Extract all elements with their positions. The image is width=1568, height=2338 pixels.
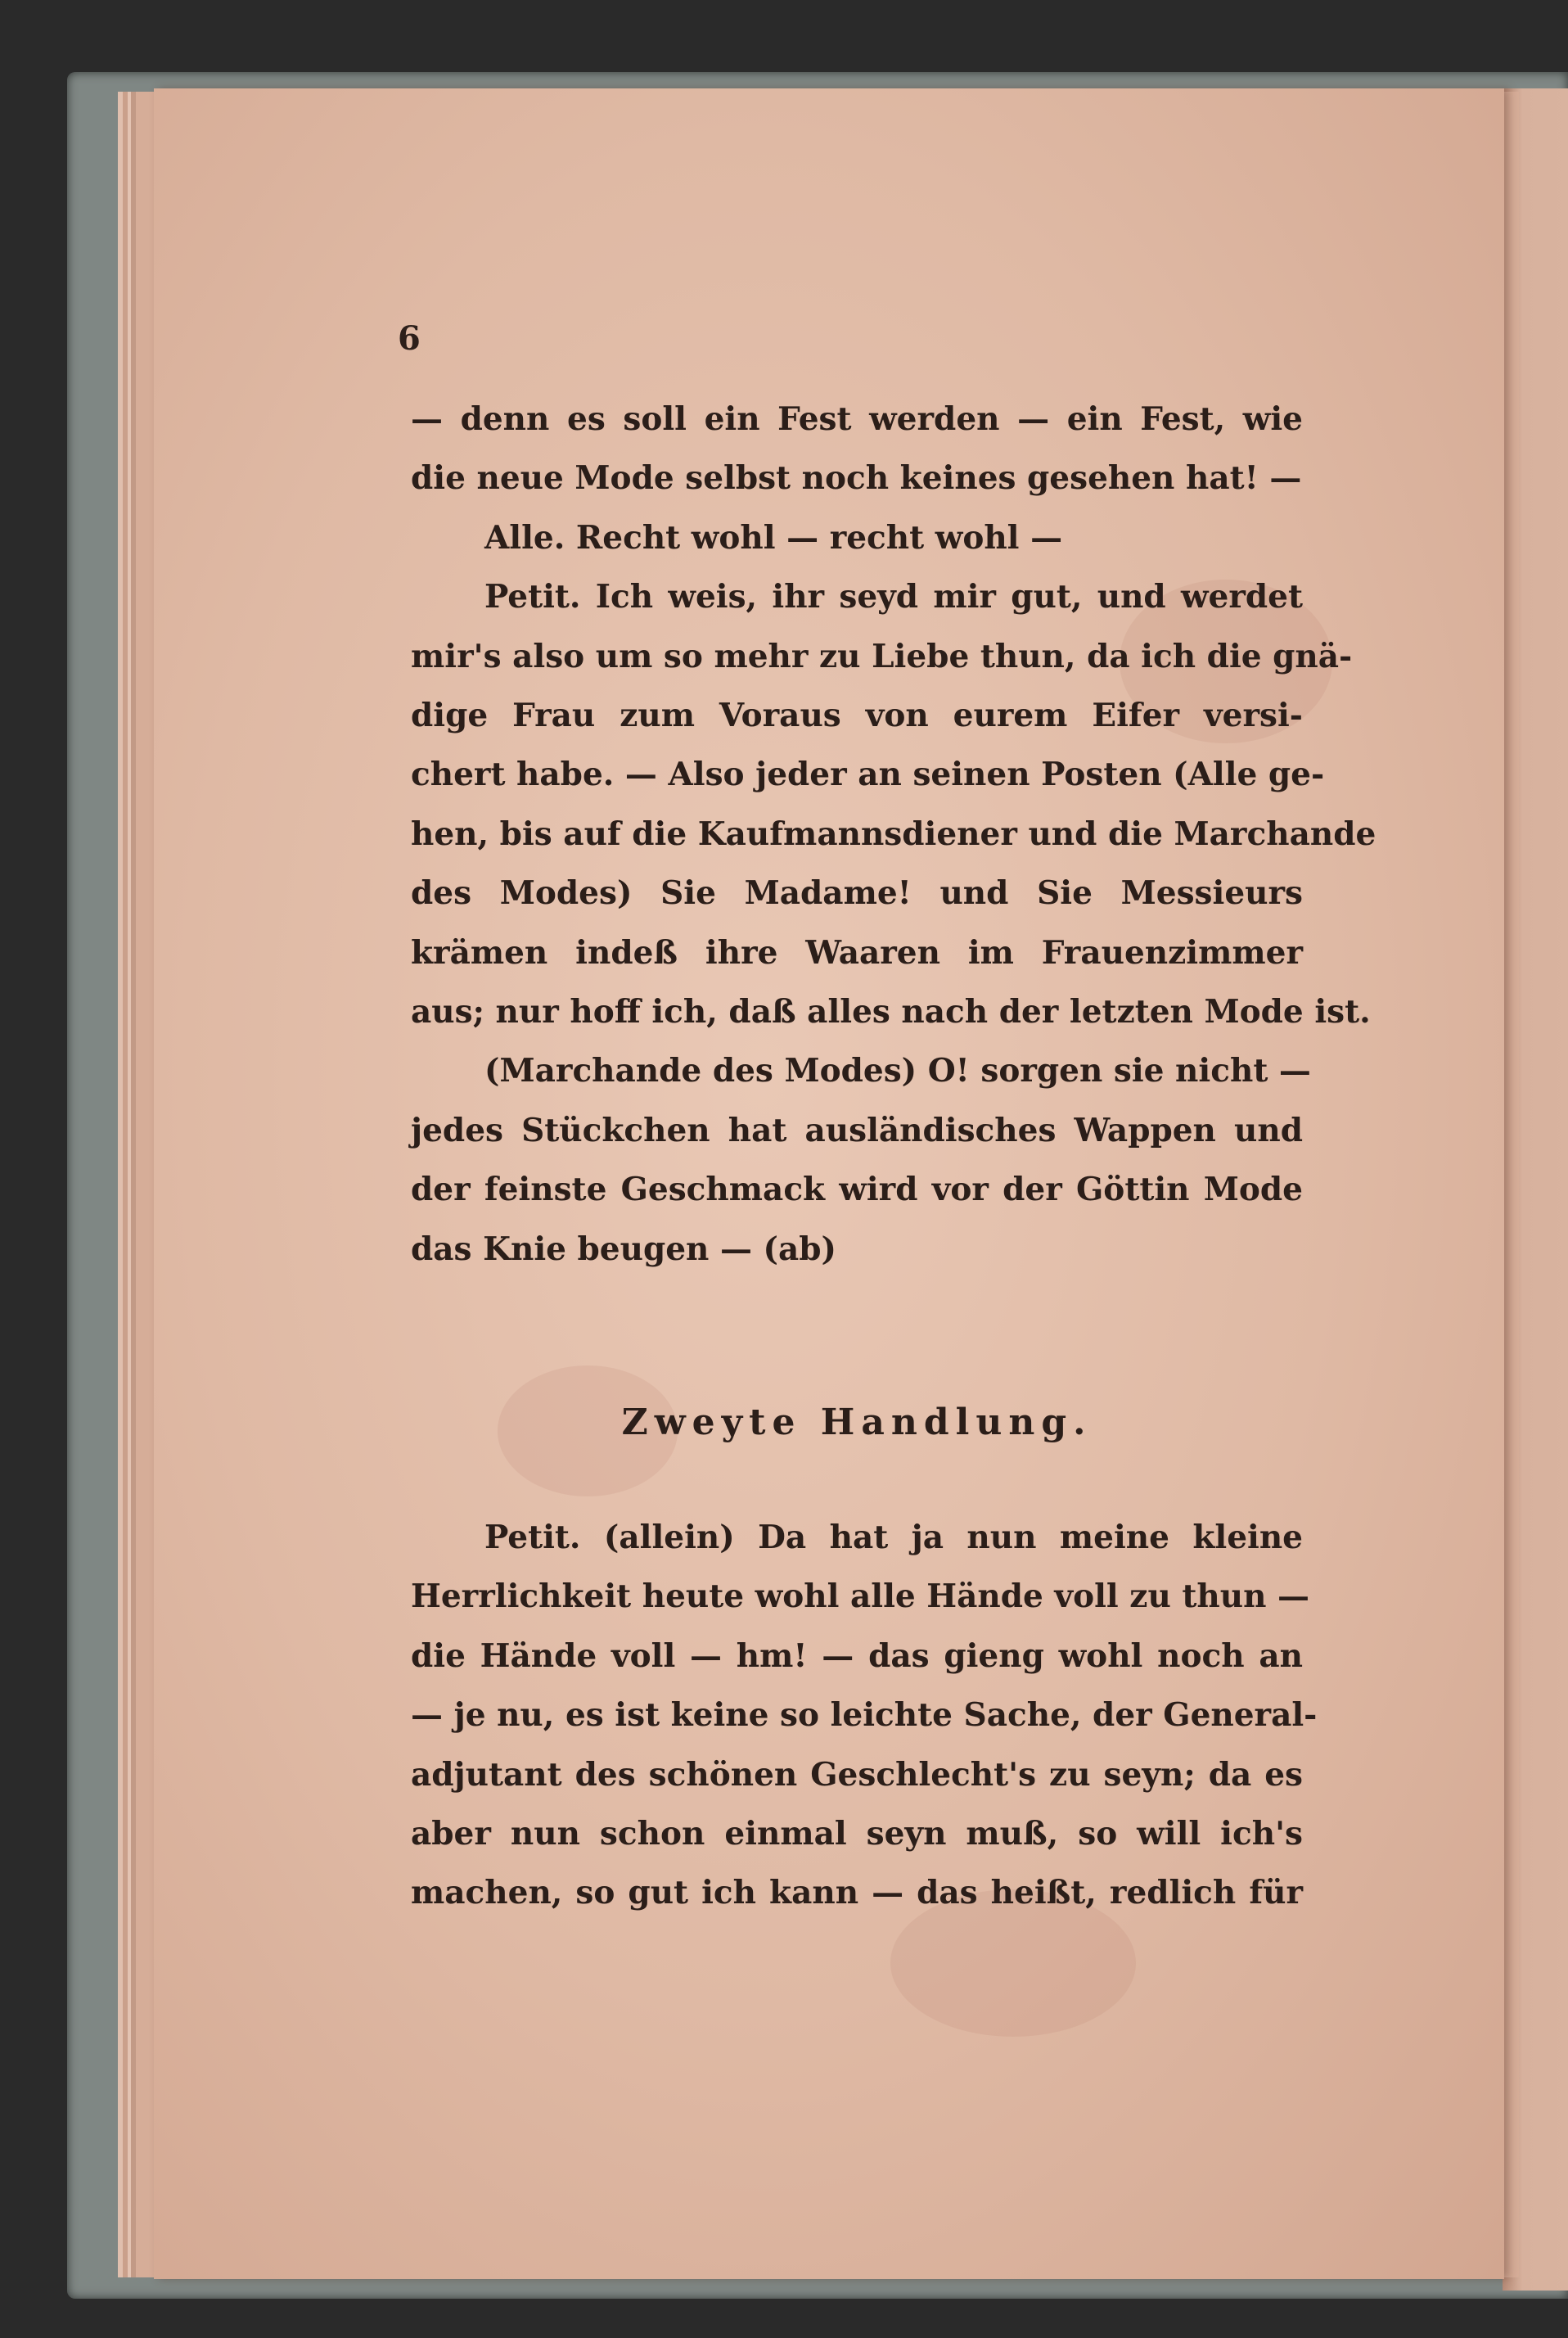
text-line: adjutant des schönen Geschlecht's zu seyn; da es: [411, 1755, 1303, 1794]
text-line: das Knie beugen — (ab): [411, 1230, 837, 1268]
body-text-part2: [411, 1508, 1318, 1923]
text-line: der feinste Geschmack wird vor der Göttin Mode: [411, 1171, 1303, 1209]
section-heading: Zweyte Handlung.: [621, 1401, 1093, 1443]
text-line: machen, so gut ich kann — das heißt, redlich für: [411, 1874, 1303, 1912]
text-line: Petit. Ich weis, ihr seyd mir gut, und werdet: [484, 578, 1303, 616]
text-line: Petit. (allein) Da hat ja nun meine kleine: [484, 1519, 1303, 1556]
text-line: aus; nur hoff ich, daß alles nach der letzten Mode ist.: [411, 993, 1371, 1031]
text-line: die neue Mode selbst noch keines gesehen hat! —: [411, 459, 1302, 498]
text-line: Herrlichkeit heute wohl alle Hände voll zu thun —: [411, 1577, 1310, 1616]
text-line: mir's also um so mehr zu Liebe thun, da ich die gnä-: [411, 637, 1353, 675]
text-line: jedes Stückchen hat ausländisches Wappen und: [411, 1111, 1303, 1149]
text-line: — je nu, es ist keine so leichte Sache, der General-: [411, 1696, 1318, 1735]
text-line: aber nun schon einmal seyn muß, so will ich's: [411, 1815, 1303, 1853]
text-line: (Marchande des Modes) O! sorgen sie nicht —: [484, 1052, 1311, 1090]
text-line: chert habe. — Also jeder an seinen Posten (Alle ge-: [411, 756, 1325, 794]
text-line: die Hände voll — hm! — das gieng wohl noch an: [411, 1636, 1303, 1675]
text-line: hen, bis auf die Kaufmannsdiener und die Marchande: [411, 815, 1377, 853]
body-text-part1: [411, 390, 1377, 1279]
text-line: des Modes) Sie Madame! und Sie Messieurs: [411, 874, 1303, 913]
text-line: dige Frau zum Voraus von eurem Eifer versi-: [411, 697, 1303, 735]
text-line: Alle. Recht wohl — recht wohl —: [484, 518, 1063, 557]
text-line: krämen indeß ihre Waaren im Frauenzimmer: [411, 933, 1303, 972]
page-number: 6: [398, 319, 421, 358]
text-line: — denn es soll ein Fest werden — ein Fest, wie: [411, 400, 1303, 438]
